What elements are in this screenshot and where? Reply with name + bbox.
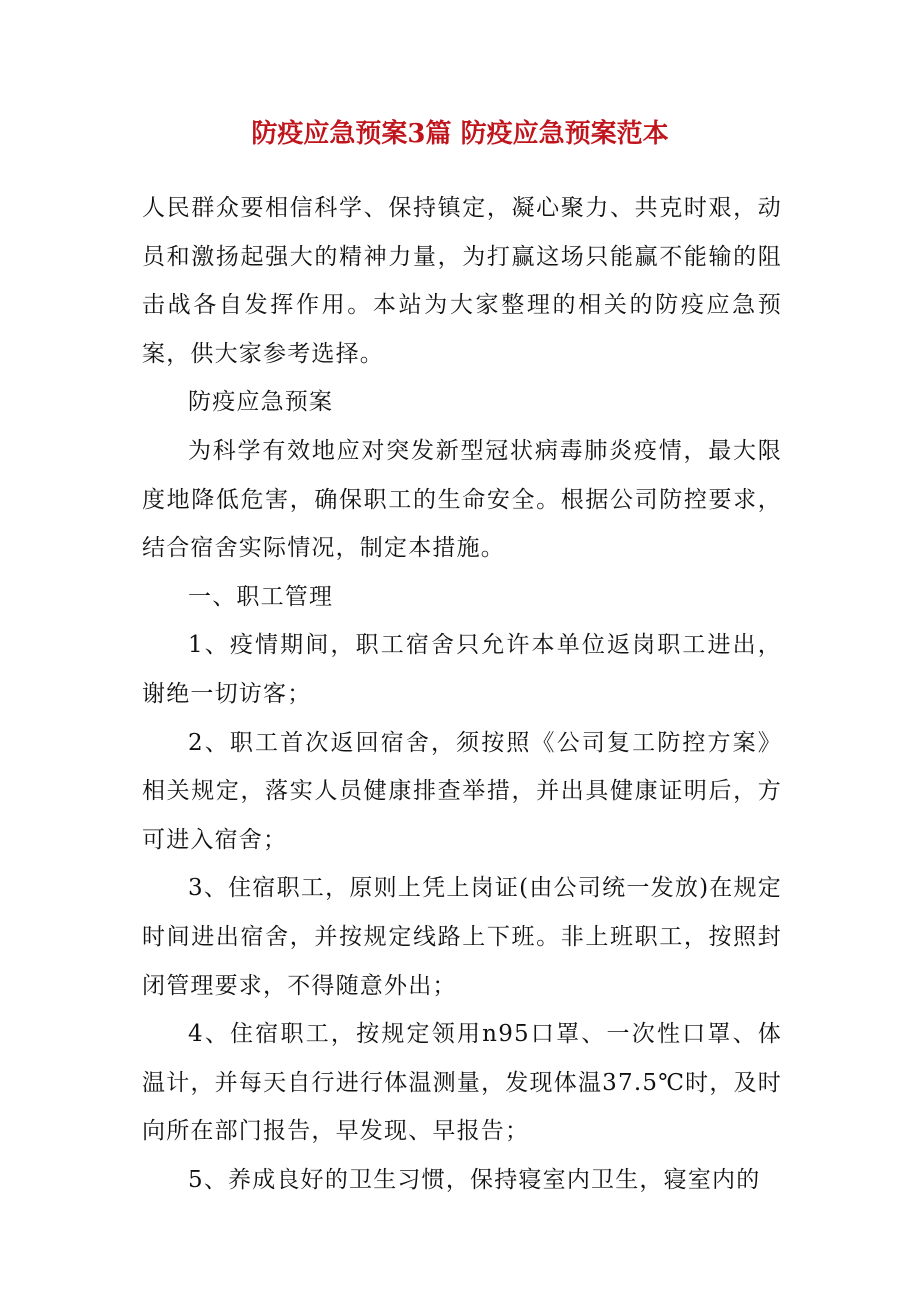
list-item: 3、住宿职工，原则上凭上岗证(由公司统一发放)在规定时间进出宿舍，并按规定线路上下班。非上班职工，按照封闭管理要求，不得随意外出；	[142, 875, 782, 999]
intro-paragraph: 人民群众要相信科学、保持镇定，凝心聚力、共克时艰，动员和激扬起强大的精神力量，为打赢这场只能赢不能输的阻击战各自发挥作用。本站为大家整理的相关的防疫应急预案，供大家参考选择。	[142, 195, 782, 367]
list-item: 1、疫情期间，职工宿舍只允许本单位返岗职工进出，谢绝一切访客；	[142, 632, 782, 707]
list-item: 2、职工首次返回宿舍，须按照《公司复工防控方案》相关规定，落实人员健康排查举措，并出具健康证明后，方可进入宿舍；	[142, 729, 782, 853]
section-heading: 防疫应急预案	[188, 389, 334, 416]
subsection-heading: 一、职工管理	[188, 583, 334, 610]
purpose-paragraph: 为科学有效地应对突发新型冠状病毒肺炎疫情，最大限度地降低危害，确保职工的生命安全。根据公司防控要求，结合宿舍实际情况，制定本措施。	[142, 437, 782, 562]
document-body	[142, 184, 782, 1204]
document-title: 防疫应急预案3篇 防疫应急预案范本	[251, 119, 669, 149]
list-item: 5、养成良好的卫生习惯，保持寝室内卫生，寝室内的	[188, 1166, 761, 1193]
list-item: 4、住宿职工，按规定领用n95口罩、一次性口罩、体温计，并每天自行进行体温测量，发现体温37.5℃时，及时向所在部门报告，早发现、早报告；	[142, 1021, 782, 1145]
